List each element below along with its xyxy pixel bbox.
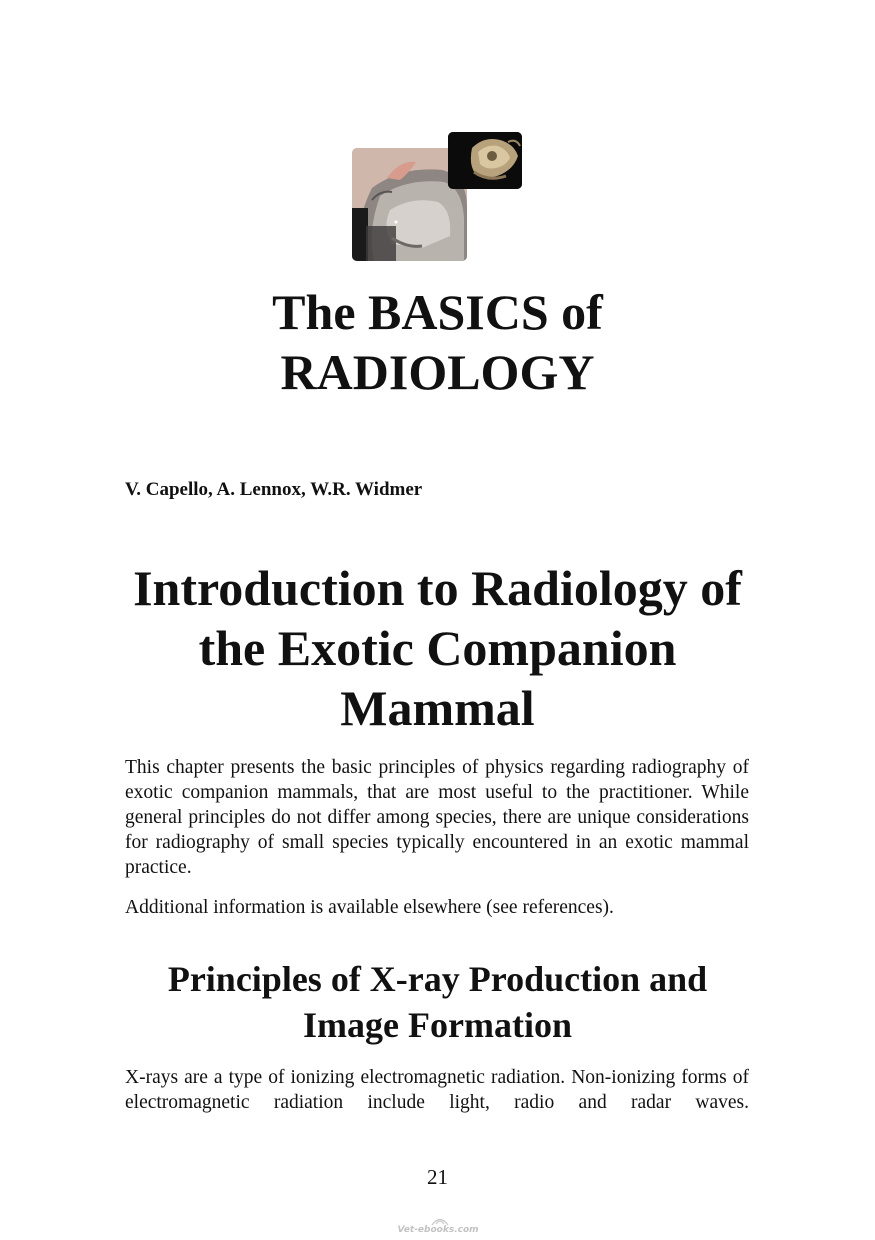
- section-heading: [0, 956, 875, 1048]
- book-title-line: RADIOLOGY: [280, 344, 595, 400]
- svg-text:Vet-ebooks.com: Vet-ebooks.com: [397, 1225, 479, 1235]
- book-title: [0, 282, 875, 402]
- watermark-logo: [388, 1216, 488, 1236]
- chapter-title: [0, 558, 875, 738]
- authors: V. Capello, A. Lennox, W.R. Widmer: [125, 479, 423, 500]
- intro-paragraph: This chapter presents the basic principles of physics regarding radiography of exotic companion mammals, that are most useful to the practitioner. While general principles do not differ among species, there are unique considerations for radiography of small species typically encountered in an exotic mammal practice.: [125, 757, 749, 878]
- page-number: 21: [427, 1165, 448, 1189]
- section-heading-line: Principles of X-ray Production and: [167, 959, 708, 999]
- references-paragraph: Additional information is available elsewhere (see references).: [125, 897, 614, 918]
- section-heading-line: Image Formation: [303, 1005, 572, 1045]
- chapter-image-collage: [352, 132, 524, 262]
- skull-photo: [448, 132, 522, 189]
- book-title-line: The BASICS of: [272, 284, 603, 340]
- chapter-title-line: Introduction to Radiology of: [133, 560, 742, 616]
- section-paragraph: X-rays are a type of ionizing electromagnetic radiation. Non-ionizing forms of electromagnetic radiation include light, radio and radar waves.: [125, 1067, 749, 1113]
- chapter-title-line: Mammal: [340, 680, 535, 736]
- chapter-title-line: the Exotic Companion: [198, 620, 677, 676]
